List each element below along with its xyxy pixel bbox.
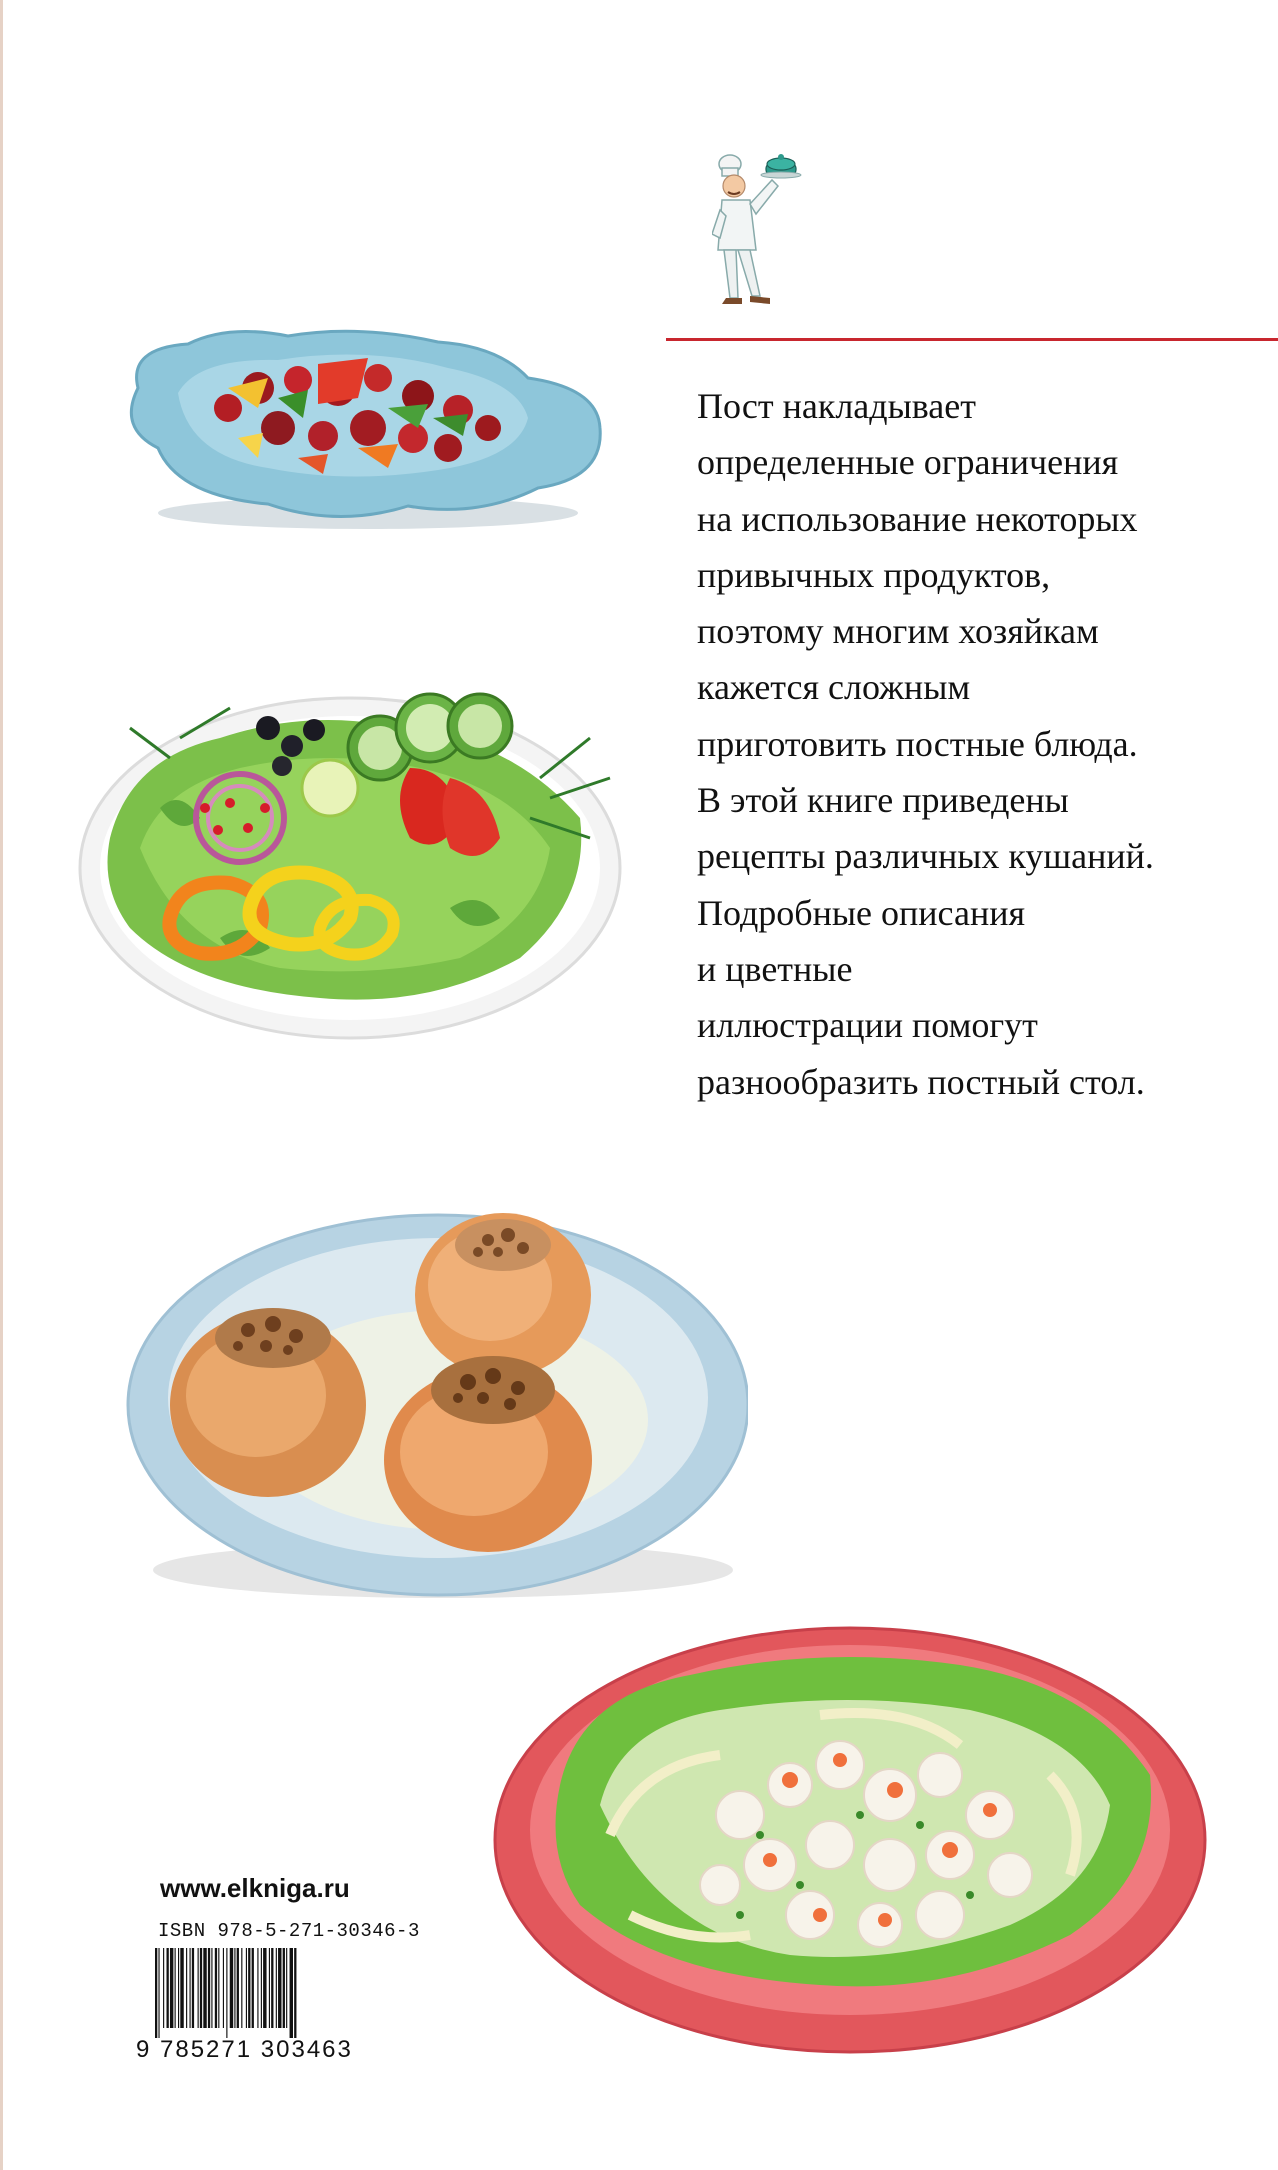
isbn-number: ISBN 978-5-271-30346-3 [158,1920,420,1942]
barcode-bar [271,1948,273,2028]
blurb-line: рецепты различных кушаний. [697,836,1154,877]
barcode-bar [241,1948,242,2028]
barcode-bar [180,1948,183,2028]
dish-cauliflower-salad-red-plate [490,1615,1210,2055]
barcode-bar [167,1948,169,2028]
blurb-line: иллюстрации помогут [697,1005,1038,1046]
blurb-line: поэтому многим хозяйкам [697,611,1099,652]
barcode-bar [269,1948,270,2028]
barcode-bar [223,1948,224,2028]
barcode-bar [175,1948,176,2028]
barcode-bar [200,1948,202,2028]
barcode-bar [198,1948,199,2028]
blurb-line: и цветные [697,948,853,989]
blurb-line: разнообразить постный стол. [697,1061,1145,1102]
barcode-bar [203,1948,206,2028]
blurb-line: привычных продуктов, [697,554,1051,595]
barcode-bar [248,1948,250,2028]
dish-blue-plate-vegetables [118,318,608,538]
header-divider [666,338,1278,341]
barcode-bar [218,1948,219,2028]
blurb-line: Подробные описания [697,892,1026,933]
barcode-bar [163,1948,164,2028]
blurb-line: Пост накладывает [697,386,976,426]
barcode-bar [178,1948,179,2028]
barcode-bar [234,1948,235,2028]
barcode-bar [226,1948,227,2038]
barcode-bar [290,1948,293,2038]
blurb-text [697,378,1267,1110]
barcode-bar [215,1948,217,2028]
chef-mascot-illustration [712,150,814,306]
barcode-bar [237,1948,239,2028]
blurb-line: определенные ограничения [697,442,1119,483]
barcode-digits: 9 785271 303463 [136,2036,353,2063]
website-url: www.elkniga.ru [160,1873,350,1903]
barcode-bar [190,1948,191,2028]
blurb-line: приготовить постные блюда. [697,723,1138,764]
barcode-bar [276,1948,277,2028]
barcode-bar [192,1948,194,2028]
dish-vegetable-salad-plate [70,668,630,1048]
barcode-bar [278,1948,281,2028]
barcode-bar [283,1948,285,2028]
barcode-bar [211,1948,212,2028]
barcode-bar [155,1948,157,2038]
barcode-bar [252,1948,254,2028]
barcode-bar [186,1948,187,2028]
barcode [155,1948,391,2038]
barcode-bar [208,1948,210,2028]
barcode-bar [286,1948,287,2028]
barcode-bar [261,1948,262,2028]
dish-baked-apples-plate [118,1190,748,1610]
barcode-bar [263,1948,266,2028]
left-edge-line [0,0,3,2170]
blurb-line: на использование некоторых [697,498,1138,539]
barcode-bar [158,1948,159,2038]
barcode-bar [257,1948,258,2028]
blurb-line: кажется сложным [697,667,971,708]
barcode-bar [230,1948,233,2028]
barcode-bar [170,1948,173,2028]
barcode-bar [246,1948,247,2028]
blurb-line: В этой книге приведены [697,780,1069,821]
barcode-bar [294,1948,296,2038]
